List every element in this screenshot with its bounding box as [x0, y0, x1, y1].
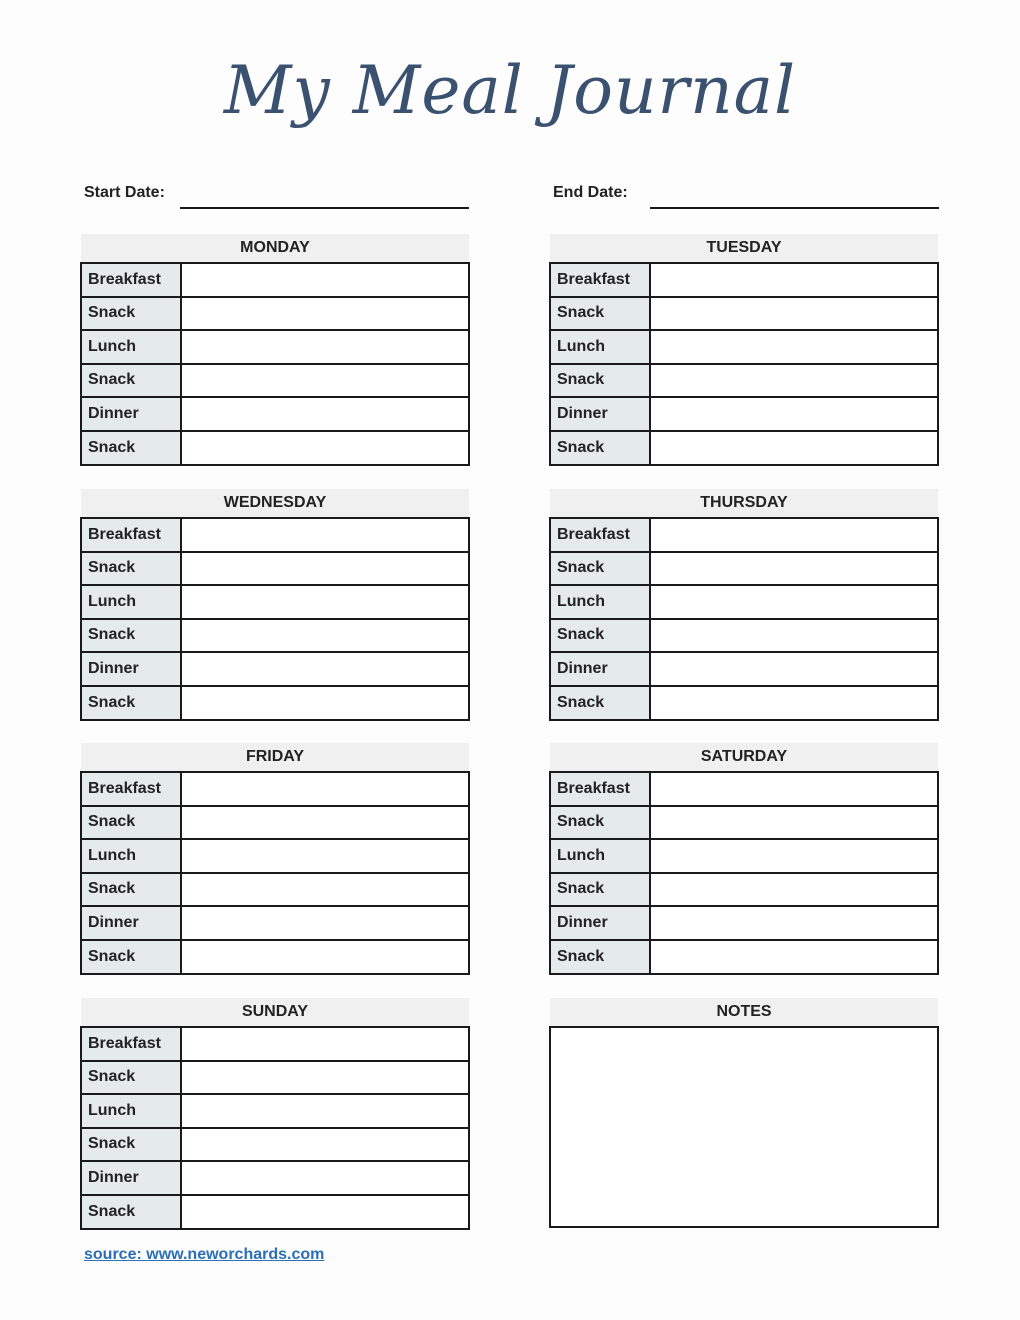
day-section-monday	[80, 234, 470, 466]
end-date-field[interactable]	[650, 207, 939, 209]
meal-row	[551, 653, 937, 687]
meal-label: Dinner	[82, 1162, 182, 1194]
meal-entry-field[interactable]	[182, 1095, 468, 1127]
meal-row	[551, 519, 937, 553]
meal-label: Snack	[551, 874, 651, 906]
meal-entry-field[interactable]	[182, 1196, 468, 1228]
meal-entry-field[interactable]	[651, 264, 937, 296]
meal-label: Dinner	[82, 907, 182, 939]
meal-row	[551, 687, 937, 719]
meal-label: Breakfast	[82, 264, 182, 296]
day-section-sunday	[80, 998, 470, 1230]
meal-row	[82, 1062, 468, 1096]
day-header: THURSDAY	[550, 489, 938, 517]
day-section-thursday	[549, 489, 939, 721]
meal-row	[551, 874, 937, 908]
meal-row	[551, 553, 937, 587]
meal-label: Snack	[82, 432, 182, 464]
day-header: TUESDAY	[550, 234, 938, 262]
day-section-friday	[80, 743, 470, 975]
meal-row	[551, 807, 937, 841]
meal-entry-field[interactable]	[182, 773, 468, 805]
meal-entry-field[interactable]	[651, 874, 937, 906]
meal-label: Lunch	[82, 586, 182, 618]
meal-entry-field[interactable]	[182, 653, 468, 685]
meal-label: Breakfast	[82, 1028, 182, 1060]
meal-row	[82, 264, 468, 298]
meal-row	[82, 1129, 468, 1163]
meal-row	[82, 586, 468, 620]
notes-section	[549, 998, 939, 1228]
notes-header: NOTES	[550, 998, 938, 1026]
meal-label: Dinner	[82, 398, 182, 430]
meal-label: Snack	[82, 687, 182, 719]
meal-entry-field[interactable]	[182, 840, 468, 872]
meal-entry-field[interactable]	[182, 907, 468, 939]
meal-row	[82, 907, 468, 941]
meal-row	[551, 298, 937, 332]
meal-label: Snack	[551, 365, 651, 397]
meal-label: Lunch	[82, 1095, 182, 1127]
meal-row	[82, 398, 468, 432]
meal-label: Snack	[82, 1062, 182, 1094]
start-date-label: Start Date:	[84, 184, 165, 201]
meal-entry-field[interactable]	[182, 519, 468, 551]
meal-table	[80, 1026, 470, 1230]
meal-entry-field[interactable]	[651, 331, 937, 363]
meal-row	[551, 586, 937, 620]
source-link[interactable]: source: www.neworchards.com	[84, 1246, 325, 1263]
day-section-wednesday	[80, 489, 470, 721]
meal-label: Snack	[82, 874, 182, 906]
day-header: MONDAY	[81, 234, 469, 262]
meal-row	[82, 1028, 468, 1062]
meal-row	[551, 365, 937, 399]
meal-entry-field[interactable]	[182, 432, 468, 464]
meal-label: Snack	[82, 553, 182, 585]
meal-row	[82, 620, 468, 654]
meal-label: Snack	[82, 298, 182, 330]
meal-row	[82, 773, 468, 807]
meal-label: Snack	[551, 941, 651, 973]
meal-label: Snack	[82, 807, 182, 839]
meal-table	[80, 771, 470, 975]
meal-row	[551, 264, 937, 298]
meal-label: Snack	[551, 432, 651, 464]
meal-label: Dinner	[551, 907, 651, 939]
meal-entry-field[interactable]	[651, 941, 937, 973]
meal-label: Snack	[82, 941, 182, 973]
meal-entry-field[interactable]	[651, 907, 937, 939]
meal-entry-field[interactable]	[182, 874, 468, 906]
meal-label: Lunch	[82, 840, 182, 872]
meal-table	[549, 517, 939, 721]
meal-entry-field[interactable]	[182, 365, 468, 397]
meal-entry-field[interactable]	[651, 519, 937, 551]
meal-label: Breakfast	[551, 519, 651, 551]
meal-label: Breakfast	[551, 773, 651, 805]
meal-entry-field[interactable]	[651, 807, 937, 839]
meal-label: Snack	[82, 1129, 182, 1161]
notes-field[interactable]	[549, 1026, 939, 1228]
meal-table	[549, 262, 939, 466]
meal-label: Lunch	[551, 586, 651, 618]
meal-entry-field[interactable]	[182, 1028, 468, 1060]
meal-entry-field[interactable]	[182, 620, 468, 652]
meal-entry-field[interactable]	[651, 687, 937, 719]
page-title: My Meal Journal	[223, 52, 797, 129]
meal-entry-field[interactable]	[182, 553, 468, 585]
meal-entry-field[interactable]	[651, 840, 937, 872]
day-header: FRIDAY	[81, 743, 469, 771]
meal-label: Snack	[551, 298, 651, 330]
meal-table	[549, 771, 939, 975]
meal-entry-field[interactable]	[651, 620, 937, 652]
meal-entry-field[interactable]	[182, 398, 468, 430]
meal-label: Lunch	[551, 331, 651, 363]
meal-row	[551, 331, 937, 365]
meal-label: Snack	[551, 687, 651, 719]
meal-entry-field[interactable]	[182, 941, 468, 973]
meal-entry-field[interactable]	[182, 687, 468, 719]
meal-entry-field[interactable]	[651, 553, 937, 585]
meal-row	[82, 653, 468, 687]
meal-entry-field[interactable]	[182, 1162, 468, 1194]
meal-entry-field[interactable]	[651, 653, 937, 685]
meal-label: Snack	[551, 553, 651, 585]
meal-label: Breakfast	[82, 519, 182, 551]
meal-label: Snack	[551, 807, 651, 839]
meal-label: Snack	[82, 620, 182, 652]
meal-entry-field[interactable]	[182, 1062, 468, 1094]
start-date-field[interactable]	[180, 207, 469, 209]
meal-row	[551, 432, 937, 464]
day-section-saturday	[549, 743, 939, 975]
meal-row	[82, 1196, 468, 1228]
meal-label: Snack	[82, 365, 182, 397]
day-section-tuesday	[549, 234, 939, 466]
meal-entry-field[interactable]	[651, 586, 937, 618]
meal-row	[551, 773, 937, 807]
meal-row	[82, 553, 468, 587]
meal-row	[82, 519, 468, 553]
meal-label: Dinner	[551, 653, 651, 685]
meal-row	[82, 365, 468, 399]
meal-row	[82, 331, 468, 365]
meal-entry-field[interactable]	[651, 298, 937, 330]
meal-entry-field[interactable]	[651, 398, 937, 430]
meal-entry-field[interactable]	[182, 298, 468, 330]
meal-row	[551, 840, 937, 874]
meal-label: Snack	[82, 1196, 182, 1228]
meal-row	[82, 432, 468, 464]
meal-row	[82, 298, 468, 332]
meal-entry-field[interactable]	[182, 807, 468, 839]
meal-row	[82, 874, 468, 908]
meal-row	[82, 687, 468, 719]
meal-row	[551, 398, 937, 432]
meal-label: Lunch	[82, 331, 182, 363]
meal-label: Dinner	[82, 653, 182, 685]
meal-label: Snack	[551, 620, 651, 652]
meal-table	[80, 517, 470, 721]
meal-table	[80, 262, 470, 466]
meal-row	[82, 941, 468, 973]
day-header: SATURDAY	[550, 743, 938, 771]
meal-entry-field[interactable]	[182, 331, 468, 363]
meal-row	[551, 907, 937, 941]
meal-entry-field[interactable]	[651, 773, 937, 805]
meal-row	[551, 620, 937, 654]
day-header: SUNDAY	[81, 998, 469, 1026]
meal-entry-field[interactable]	[651, 365, 937, 397]
end-date-label: End Date:	[553, 184, 628, 201]
day-header: WEDNESDAY	[81, 489, 469, 517]
meal-label: Breakfast	[82, 773, 182, 805]
meal-entry-field[interactable]	[182, 1129, 468, 1161]
meal-entry-field[interactable]	[182, 586, 468, 618]
meal-row	[82, 1162, 468, 1196]
meal-row	[82, 840, 468, 874]
meal-label: Dinner	[551, 398, 651, 430]
meal-row	[82, 807, 468, 841]
meal-label: Breakfast	[551, 264, 651, 296]
meal-row	[551, 941, 937, 973]
meal-row	[82, 1095, 468, 1129]
meal-label: Lunch	[551, 840, 651, 872]
meal-entry-field[interactable]	[182, 264, 468, 296]
meal-entry-field[interactable]	[651, 432, 937, 464]
